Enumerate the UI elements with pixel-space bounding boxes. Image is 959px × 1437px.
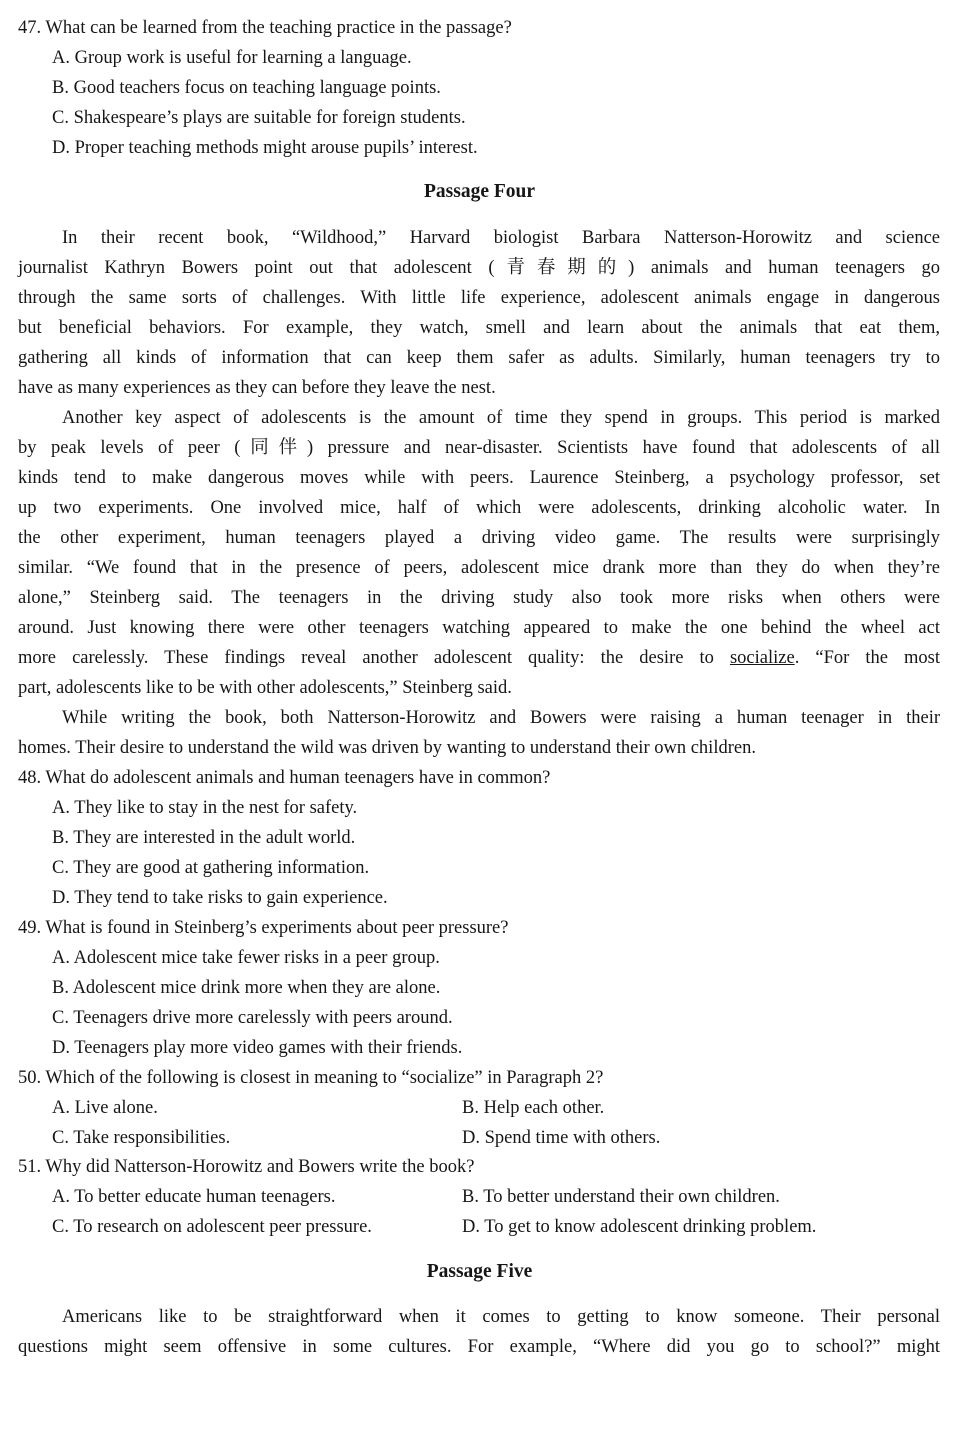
q50-option-a: A. Live alone. (52, 1098, 158, 1118)
q49-option-d: D. Teenagers play more video games with their friends. (52, 1038, 463, 1058)
passage4-line-7: Another key aspect of adolescents is the amount of time they spend in groups. This period is marked (62, 408, 940, 428)
passage-five-title: Passage Five (426, 1261, 533, 1282)
passage4-line-8: by peak levels of peer (同伴) pressure and near-disaster. Scientists have found that adolescents of all (18, 438, 940, 458)
q47-option-c: C. Shakespeare’s plays are suitable for foreign students. (52, 108, 466, 128)
passage4-line-9: kinds tend to make dangerous moves while with peers. Laurence Steinberg, a psychology professor, set (18, 468, 940, 488)
passage4-line-18: homes. Their desire to understand the wild was driven by wanting to understand their own children. (18, 738, 756, 758)
q49-option-c: C. Teenagers drive more carelessly with peers around. (52, 1008, 453, 1028)
q47-option-b: B. Good teachers focus on teaching language points. (52, 78, 441, 98)
q48-option-c: C. They are good at gathering information. (52, 858, 370, 878)
question-47-stem: 47. What can be learned from the teaching practice in the passage? (18, 18, 512, 38)
underlined-word-socialize: socialize (729, 648, 795, 668)
passage4-line-15 (18, 643, 940, 673)
q49-option-a: A. Adolescent mice take fewer risks in a peer group. (52, 948, 440, 968)
passage4-line-5: gathering all kinds of information that can keep them safer as adults. Similarly, human teenagers try to (18, 348, 940, 368)
q50-option-c: C. Take responsibilities. (52, 1128, 231, 1148)
q51-option-d: D. To get to know adolescent drinking problem. (462, 1217, 817, 1237)
passage4-line-4: but beneficial behaviors. For example, they watch, smell and learn about the animals that eat them, (18, 318, 940, 338)
passage4-line-3: through the same sorts of challenges. With little life experience, adolescent animals engage in dangerous (18, 288, 940, 308)
passage4-line-12: similar. “We found that in the presence of peers, adolescent mice drank more than they do when they’re (18, 558, 940, 578)
q48-option-a: A. They like to stay in the nest for safety. (52, 798, 358, 818)
q50-option-b: B. Help each other. (462, 1098, 605, 1118)
passage5-line-2: questions might seem offensive in some cultures. For example, “Where did you go to school?” might (18, 1337, 940, 1357)
passage4-line-17: While writing the book, both Natterson-Horowitz and Bowers were raising a human teenager in their (62, 708, 940, 728)
question-51-stem: 51. Why did Natterson-Horowitz and Bowers write the book? (18, 1157, 475, 1177)
line-15-text-after: . “For the most (794, 648, 940, 668)
passage4-line-10: up two experiments. One involved mice, half of which were adolescents, drinking alcoholic water. In (18, 498, 940, 518)
passage4-line-14: around. Just knowing there were other teenagers watching appeared to make the one behind the wheel act (18, 618, 940, 638)
passage4-line-16: part, adolescents like to be with other adolescents,” Steinberg said. (18, 678, 512, 698)
passage4-line-13: alone,” Steinberg said. The teenagers in the driving study also took more risks when others were (18, 588, 940, 608)
passage4-line-1: In their recent book, “Wildhood,” Harvard biologist Barbara Natterson-Horowitz and science (62, 228, 940, 248)
q51-option-c: C. To research on adolescent peer pressure. (52, 1217, 372, 1237)
question-49-stem: 49. What is found in Steinberg’s experiments about peer pressure? (18, 918, 509, 938)
q51-option-a: A. To better educate human teenagers. (52, 1187, 336, 1207)
q48-option-d: D. They tend to take risks to gain experience. (52, 888, 388, 908)
q48-option-b: B. They are interested in the adult world. (52, 828, 356, 848)
passage5-line-1: Americans like to be straightforward when it comes to getting to know someone. Their personal (62, 1307, 940, 1327)
question-48-stem: 48. What do adolescent animals and human teenagers have in common? (18, 768, 551, 788)
passage-four-title: Passage Four (423, 181, 536, 202)
passage4-line-11: the other experiment, human teenagers played a driving video game. The results were surprisingly (18, 528, 940, 548)
q50-option-d: D. Spend time with others. (462, 1128, 661, 1148)
q47-option-a: A. Group work is useful for learning a language. (52, 48, 412, 68)
q47-option-d: D. Proper teaching methods might arouse pupils’ interest. (52, 138, 478, 158)
passage4-line-2: journalist Kathryn Bowers point out that adolescent (青春期的) animals and human teenagers go (18, 258, 940, 278)
q51-option-b: B. To better understand their own children. (462, 1187, 780, 1207)
q49-option-b: B. Adolescent mice drink more when they are alone. (52, 978, 441, 998)
question-50-stem: 50. Which of the following is closest in meaning to “socialize” in Paragraph 2? (18, 1068, 604, 1088)
line-15-text-before: more carelessly. These findings reveal another adolescent quality: the desire to (18, 648, 730, 668)
passage4-line-6: have as many experiences as they can before they leave the nest. (18, 378, 496, 398)
